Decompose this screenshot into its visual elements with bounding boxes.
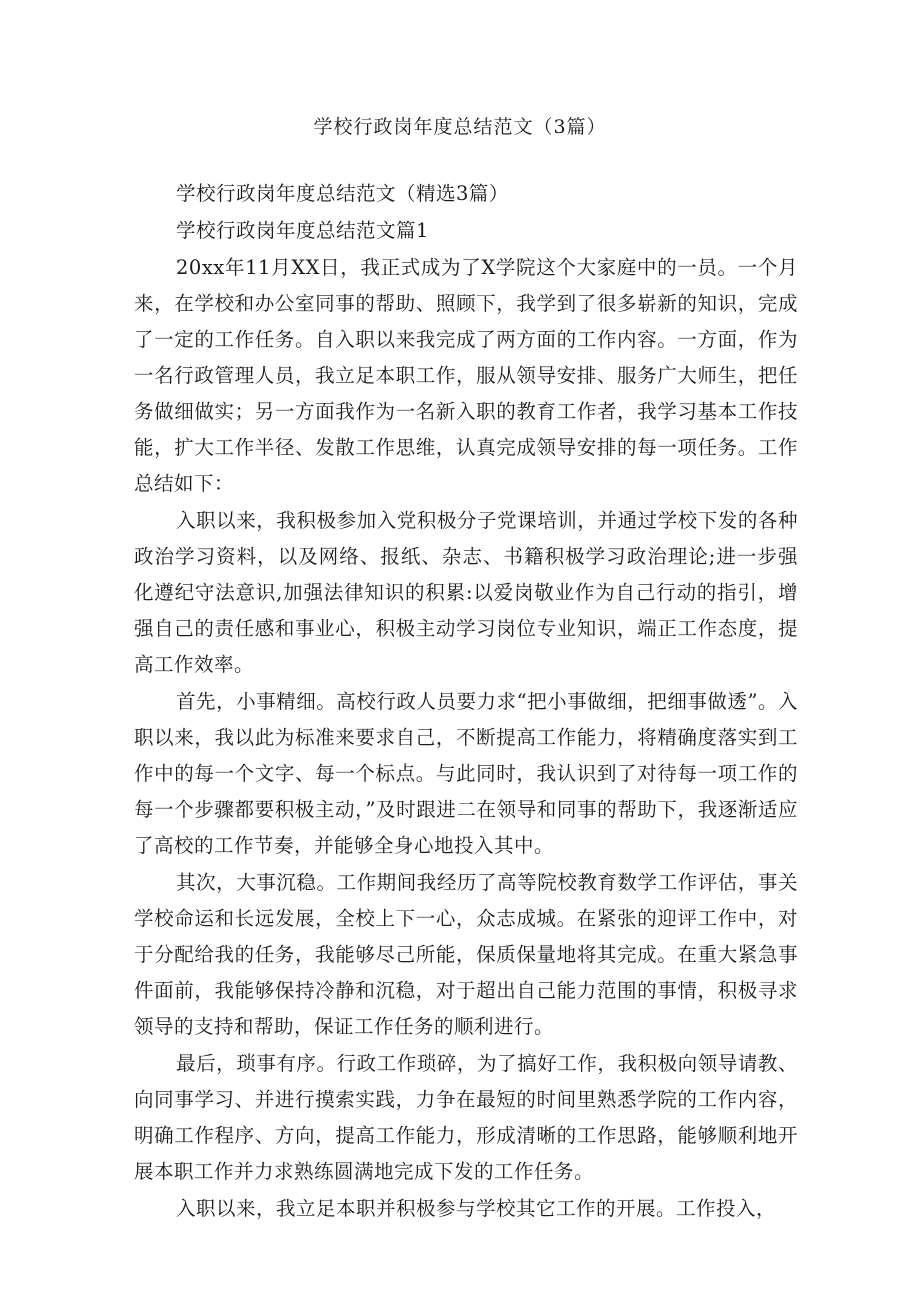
- body-paragraph: 首先，小事精细。高校行政人员要力求“把小事做细，把细事做透”。入职以来，我以此为标准来要求自己，不断提高工作能力，将精确度落实到工作中的每一个文字、每一个标点。与此同时，我认识到了对待每一项工作的每一个步骤都要积极主动，”及时跟进二在领导和同事的帮助下，我逐渐适应了高校的工作节奏，并能够全身心地投入其中。: [134, 690, 798, 857]
- body-paragraph: 最后，琐事有序。行政工作琐碎，为了搞好工作，我积极向领导请教、向同事学习、并进行摸索实践，力争在最短的时间里熟悉学院的工作内容，明确工作程序、方向，提高工作能力，形成清晰的工作思路，能够顺利地开展本职工作并力求熟练圆满地完成下发的工作任务。: [134, 1052, 798, 1183]
- body-paragraph: 入职以来，我积极参加入党积极分子党课培训，并通过学校下发的各种政治学习资料，以及网络、报纸、杂志、书籍积极学习政治理论;进一步强化遵纪守法意识,加强法律知识的积累:以爱岗敬业作为自己行动的指引，增强自己的责任感和事业心，积极主动学习岗位专业知识，端正工作态度，提高工作效率。: [134, 509, 798, 676]
- section-heading-paragraph: 学校行政岗年度总结范文篇1: [176, 219, 429, 242]
- subtitle-paragraph: 学校行政岗年度总结范文（精选3篇）: [176, 182, 509, 205]
- body-paragraph: 其次，大事沉稳。工作期间我经历了高等院校教育数学工作评估，事关学校命运和长远发展，全校上下一心，众志成城。在紧张的迎评工作中，对于分配给我的任务，我能够尽己所能，保质保量地将其完成。在重大紧急事件面前，我能够保持冷静和沉稳，对于超出自己能力范围的事情，积极寻求领导的支持和帮助，保证工作任务的顺利进行。: [134, 871, 798, 1038]
- body-paragraph: 20xx年11月XX日，我正式成为了X学院这个大家庭中的一员。一个月来，在学校和办公室同事的帮助、照顾下，我学到了很多崭新的知识，完成了一定的工作任务。自入职以来我完成了两方面的工作内容。一方面，作为一名行政管理人员，我立足本职工作，服从领导安排、服务广大师生，把任务做细做实；另一方面我作为一名新入职的教育工作者，我学习基本工作技能，扩大工作半径、发散工作思维，认真完成领导安排的每一项任务。工作总结如下：: [134, 256, 798, 495]
- document-title: 学校行政岗年度总结范文（3篇）: [313, 116, 607, 138]
- body-paragraph: 入职以来，我立足本职并积极参与学校其它工作的开展。工作投入，: [176, 1197, 777, 1220]
- document-body: [134, 176, 798, 1227]
